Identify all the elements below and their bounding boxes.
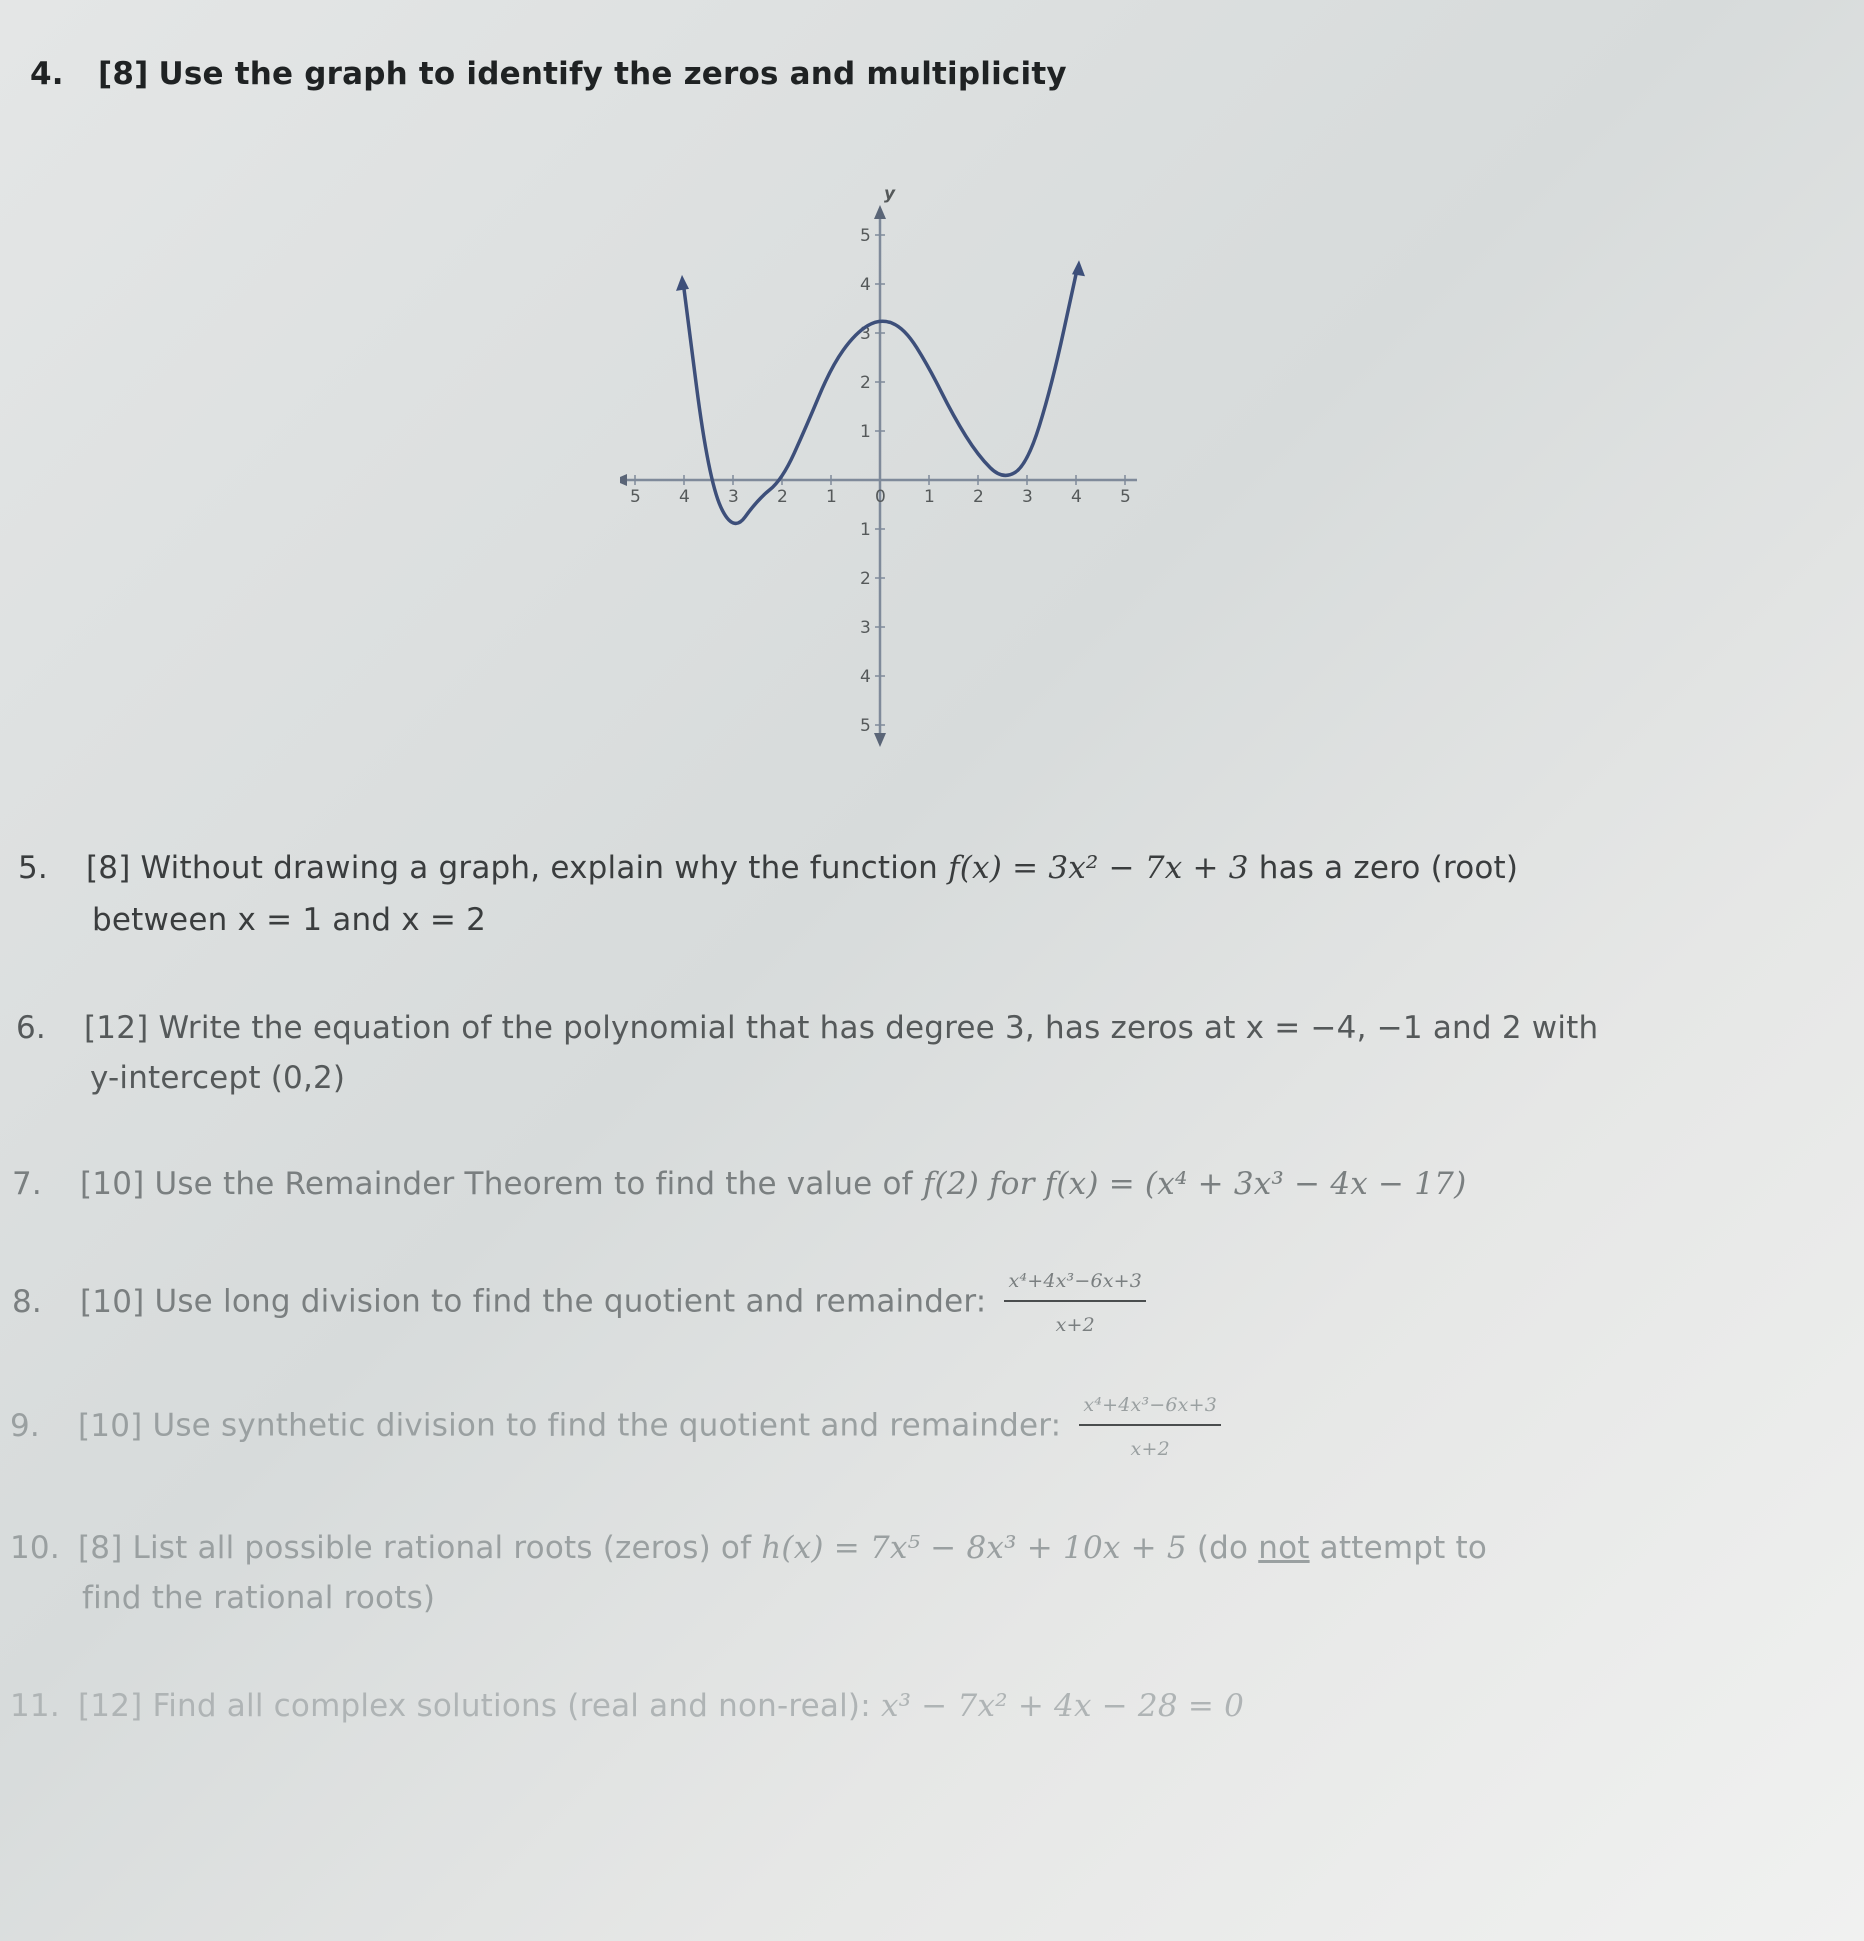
function-expression: f(x) = 3x² − 7x + 3: [948, 850, 1249, 886]
problem-text: Without drawing a graph, explain why the function: [140, 850, 939, 886]
problem-number: 8.: [12, 1283, 42, 1320]
problem-points: [10]: [80, 1166, 145, 1202]
x-tick-label: 3: [1022, 487, 1033, 507]
problem-number: 4.: [30, 56, 64, 92]
function-expression: f(2) for f(x) = (x⁴ + 3x³ − 4x − 17): [922, 1166, 1467, 1202]
problem-number: 7.: [12, 1166, 42, 1202]
division-fraction: [1079, 1392, 1221, 1462]
problem-text-cont: has a zero (root): [1258, 850, 1519, 886]
problem-points: [12]: [78, 1688, 143, 1724]
y-tick-label: 3: [860, 618, 871, 638]
problem-text: find the rational roots): [82, 1580, 436, 1616]
problem-number: 5.: [18, 850, 48, 886]
problem-text: List all possible rational roots (zeros) of: [132, 1530, 752, 1566]
fraction-numerator: x⁴+4x³−6x+3: [1004, 1268, 1146, 1302]
problem-9: [10, 1392, 1221, 1462]
x-tick-label: 4: [679, 487, 690, 507]
curve-arrow-right: [1072, 260, 1085, 276]
division-fraction: [1004, 1268, 1146, 1338]
problem-points: [10]: [78, 1407, 143, 1444]
problem-points: [8]: [86, 850, 131, 886]
polynomial-graph: [620, 170, 1140, 750]
x-tick-label: 1: [826, 487, 837, 507]
problem-10: [10, 1522, 1487, 1574]
y-tick-label: 2: [860, 569, 871, 589]
problem-5: [18, 842, 1518, 894]
problem-text: Find all complex solutions (real and non-real):: [152, 1688, 871, 1724]
y-tick-label: 2: [860, 373, 871, 393]
problem-number: 9.: [10, 1407, 40, 1444]
problem-text: Use the Remainder Theorem to find the value of: [154, 1166, 913, 1202]
function-expression: h(x) = 7x⁵ − 8x³ + 10x + 5: [761, 1530, 1187, 1566]
x-tick-label: 3: [728, 487, 739, 507]
problem-text: Use long division to find the quotient and remainder:: [154, 1283, 987, 1320]
problem-points: [8]: [98, 56, 149, 92]
x-tick-label: 4: [1071, 487, 1082, 507]
fraction-denominator: x+2: [1055, 1314, 1095, 1336]
y-tick-label: 4: [860, 667, 871, 687]
problem-points: [8]: [78, 1530, 123, 1566]
y-tick-label: 3: [860, 324, 871, 344]
problem-text: Use synthetic division to find the quotient and remainder:: [152, 1407, 1062, 1444]
fraction-numerator: x⁴+4x³−6x+3: [1079, 1392, 1221, 1426]
problem-text: between x = 1 and x = 2: [92, 902, 487, 938]
problem-text: y-intercept (0,2): [90, 1060, 346, 1096]
y-axis-label: y: [884, 184, 896, 204]
problem-7: [12, 1158, 1466, 1210]
y-tick-label: 5: [860, 716, 871, 736]
problem-text-cont: (do: [1196, 1530, 1249, 1566]
problem-number: 10.: [10, 1530, 60, 1566]
x-axis-arrow: [620, 474, 627, 486]
y-tick-label: 1: [860, 520, 871, 540]
problem-text: Use the graph to identify the zeros and multiplicity: [158, 56, 1067, 92]
problem-4: [30, 48, 1067, 100]
x-tick-label: 0: [875, 487, 886, 507]
problem-points: [12]: [84, 1010, 149, 1046]
y-axis-arrow: [874, 205, 886, 219]
problem-6: [16, 1002, 1598, 1054]
y-axis-arrow-down: [874, 733, 886, 747]
y-tick-label: 1: [860, 422, 871, 442]
x-tick-label: 1: [924, 487, 935, 507]
problem-number: 6.: [16, 1010, 46, 1046]
x-tick-label: 5: [1120, 487, 1131, 507]
equation-expression: x³ − 7x² + 4x − 28 = 0: [880, 1688, 1244, 1724]
y-tick-label: 4: [860, 275, 871, 295]
emphasis-not: not: [1258, 1530, 1310, 1566]
y-tick-label: 5: [860, 226, 871, 246]
problem-5-line2: [92, 894, 486, 946]
problem-10-line2: [82, 1572, 435, 1624]
problem-11: [10, 1680, 1244, 1732]
problem-8: [12, 1268, 1146, 1338]
problem-6-line2: [90, 1052, 345, 1104]
fraction-denominator: x+2: [1130, 1438, 1170, 1460]
problem-text: Write the equation of the polynomial that has degree 3, has zeros at x = −4, −1 and 2 with: [158, 1010, 1599, 1046]
curve-arrow-left: [676, 275, 689, 291]
problem-points: [10]: [80, 1283, 145, 1320]
problem-text-cont: attempt to: [1319, 1530, 1488, 1566]
x-tick-label: 2: [777, 487, 788, 507]
x-tick-label: 2: [973, 487, 984, 507]
problem-number: 11.: [10, 1688, 60, 1724]
x-tick-label: 5: [630, 487, 641, 507]
